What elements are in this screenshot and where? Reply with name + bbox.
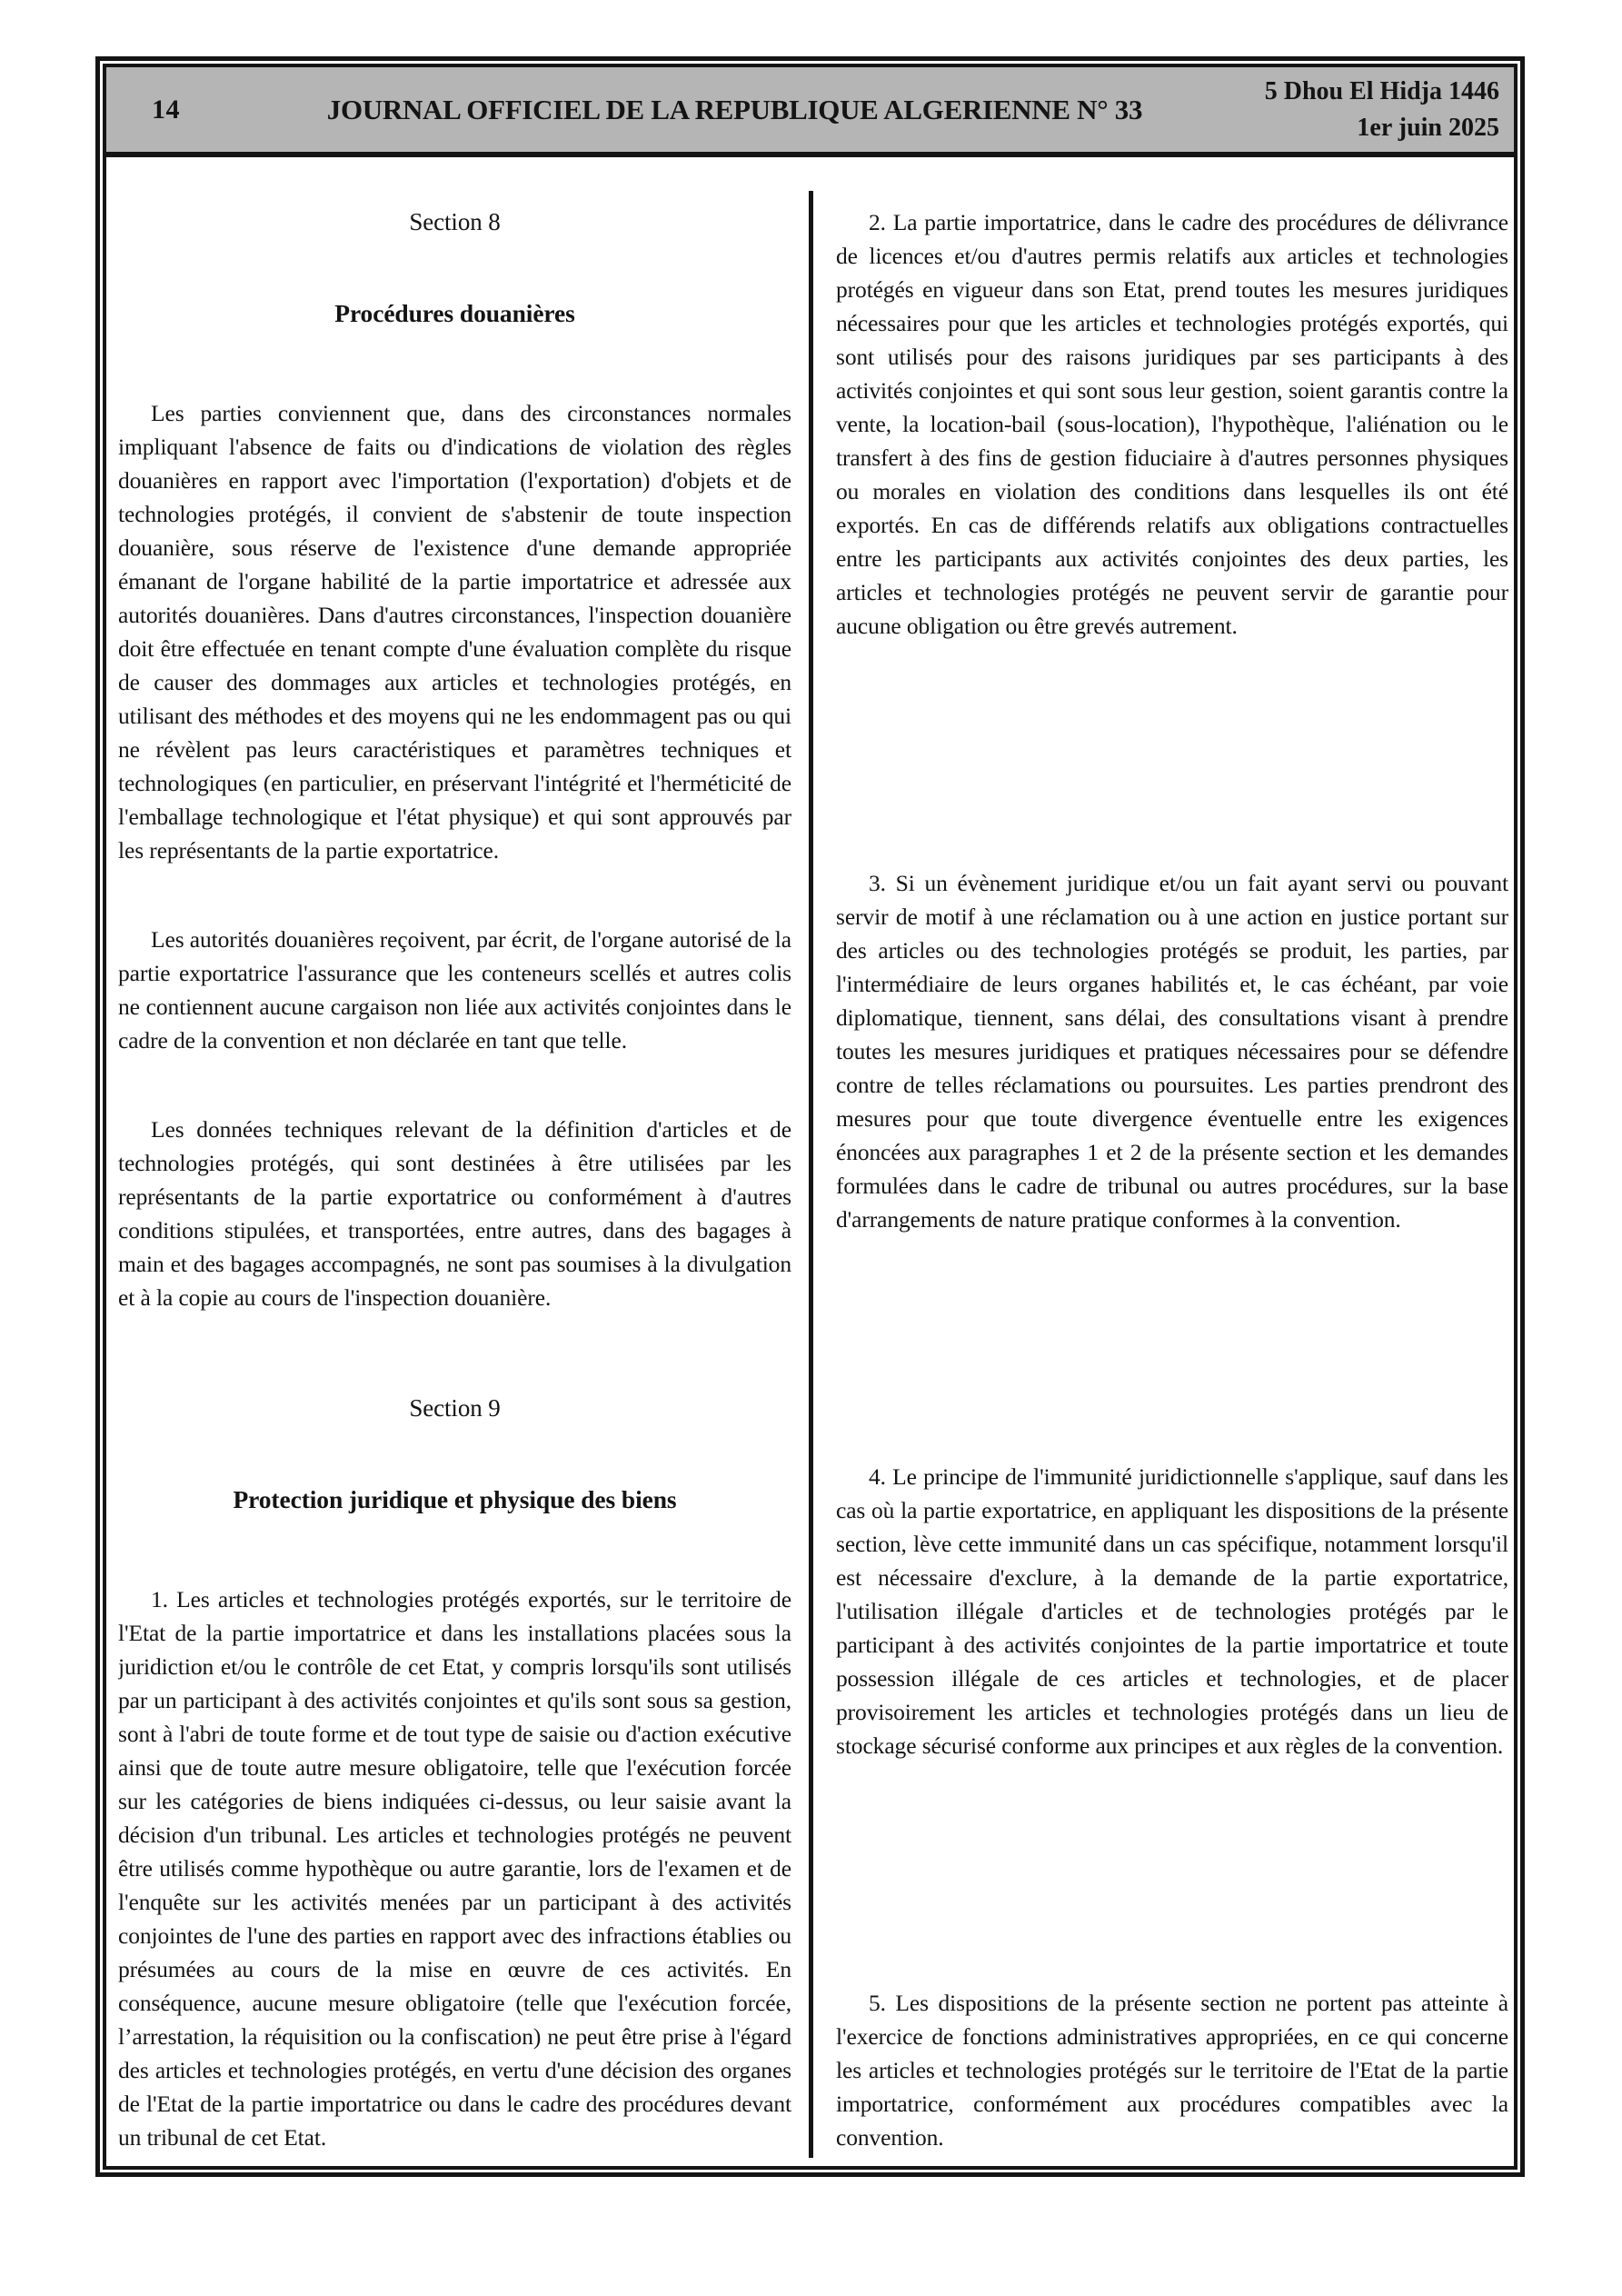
column-divider [809, 191, 813, 2158]
section-9-title: Protection juridique et physique des biens [233, 1485, 677, 1513]
paragraph: 3. Si un évènement juridique et/ou un fait ayant servi ou pouvant servir de motif à une réclamation ou à une action en justice portant sur des articles ou des technologies protégés se produit, les parties, par l'intermédiaire de leurs organes habilités et, le cas échéant, par voie diplomatique, tiennent, sans délai, des consultations visant à prendre toutes les mesures juridiques et pratiques nécessaires pour se défendre contre de telles réclamations ou poursuites. Les parties prendront des mesures pour que toute divergence éventuelle entre les exigences énoncées aux paragraphes 1 et 2 de la présente section et les demandes formulées dans le cadre de tribunal ou autres procédures, sur la base d'arrangements de nature pratique conformes à la convention. [836, 870, 1508, 1233]
right-column [836, 205, 1508, 2154]
header-band [106, 67, 1514, 157]
section-8-title: Procédures douanières [334, 299, 575, 327]
header-dates [1218, 74, 1499, 146]
gregorian-date: 1er juin 2025 [1357, 113, 1499, 142]
left-column [118, 205, 791, 2154]
page-frame-inner [103, 64, 1518, 2170]
paragraph: 4. Le principe de l'immunité juridictionnelle s'applique, sauf dans les cas où la partie exportatrice, en appliquant les dispositions de la présente section, lève cette immunité dans un cas spécifique, notamment lorsqu'il est nécessaire d'exclure, à la demande de la partie exportatrice, l'utilisation illégale d'articles et de technologies protégés par le participant à des activités conjointes de la partie importatrice et toute possession illégale de ces articles et technologies, et de placer provisoirement les articles et technologies protégés dans un lieu de stockage sécurisé conforme aux principes et aux règles de la convention. [836, 1463, 1508, 1759]
paragraph: Les autorités douanières reçoivent, par écrit, de l'organe autorisé de la partie exportatrice l'assurance que les conteneurs scellés et autres colis ne contiennent aucune cargaison non liée aux activités conjointes dans le cadre de la convention et non déclarée en tant que telle. [118, 926, 791, 1053]
paragraph: 2. La partie importatrice, dans le cadre des procédures de délivrance de licences et/ou d'autres permis relatifs aux articles et technologies protégés en vigueur dans son Etat, prend toutes les mesures juridiques nécessaires pour que les articles et technologies protégés exportés, qui sont utilisés pour des raisons juridiques par ses participants à des activités conjointes et qui sont sous leur gestion, soient garantis contre la vente, la location-bail (sous-location), l'hypothèque, l'aliénation ou le transfert à des fins de gestion fiduciaire à d'autres personnes physiques ou morales en violation des conditions dans lesquelles ils ont été exportés. En cas de différends relatifs aux obligations contractuelles entre les participants aux activités conjointes des deux parties, les articles et technologies protégés ne peuvent servir de garantie pour aucune obligation ou être grevés autrement. [836, 209, 1508, 639]
paragraph: Les parties conviennent que, dans des circonstances normales impliquant l'absence de faits ou d'indications de violation des règles douanières en rapport avec l'importation (l'exportation) d'objets et de technologies protégés, il convient de s'abstenir de toute inspection douanière, sous réserve de l'existence d'une demande appropriée émanant de l'organe habilité de la partie importatrice et adressée aux autorités douanières. Dans d'autres circonstances, l'inspection douanière doit être effectuée en tenant compte d'une évaluation complète du risque de causer des dommages aux articles et technologies protégés, en utilisant des méthodes et des moyens qui ne les endommagent pas ou qui ne révèlent pas leurs caractéristiques et paramètres techniques et technologiques (en particulier, en préservant l'intégrité et l'herméticité de l'emballage technologique et l'état physique) et qui sont approuvés par les représentants de la partie exportatrice. [118, 400, 791, 863]
paragraph: 5. Les dispositions de la présente section ne portent pas atteinte à l'exercice de fonctions administratives appropriées, en ce qui concerne les articles et technologies protégés sur le territoire de l'Etat de la partie importatrice, conformément aux procédures compatibles avec la convention. [836, 1990, 1508, 2151]
paragraph: Les données techniques relevant de la définition d'articles et de technologies protégés, qui sont destinées à être utilisées par les représentants de la partie exportatrice ou conformément à d'autres conditions stipulées, et transportées, entre autres, dans des bagages à main et des bagages accompagnés, ne sont pas soumises à la divulgation et à la copie au cours de l'inspection douanière. [118, 1116, 791, 1311]
hijri-date: 5 Dhou El Hidja 1446 [1264, 76, 1499, 105]
section-9-label: Section 9 [409, 1394, 501, 1422]
page-number: 14 [152, 94, 180, 125]
page-frame [95, 56, 1525, 2177]
journal-title: JOURNAL OFFICIEL DE LA REPUBLIQUE ALGERIENNE N° 33 [326, 93, 1143, 125]
paragraph: 1. Les articles et technologies protégés exportés, sur le territoire de l'Etat de la partie importatrice et dans les installations placées sous la juridiction et/ou le contrôle de cet Etat, y compris lorsqu'ils sont utilisés par un participant à des activités conjointes et qu'ils sont sous sa gestion, sont à l'abri de toute forme et de tout type de saisie ou d'action exécutive ainsi que de toute autre mesure obligatoire, telle que l'exécution forcée sur les catégories de biens indiquées ci-dessus, ou leur saisie avant la décision d'un tribunal. Les articles et technologies protégés ne peuvent être utilisés comme hypothèque ou autre garantie, lors de l'examen et de l'enquête sur les activités menées par un participant à des activités conjointes de l'une des parties en rapport avec des infractions établies ou présumées au cours de la mise en œuvre de ces activités. En conséquence, aucune mesure obligatoire (telle que l'exécution forcée, l’arrestation, la réquisition ou la confiscation) ne peut être prise à l'égard des articles et technologies protégés, en vertu d'une décision des organes de l'Etat de la partie importatrice ou dans le cadre des procédures devant un tribunal de cet Etat. [118, 1586, 791, 2151]
section-8-label: Section 8 [409, 208, 501, 235]
